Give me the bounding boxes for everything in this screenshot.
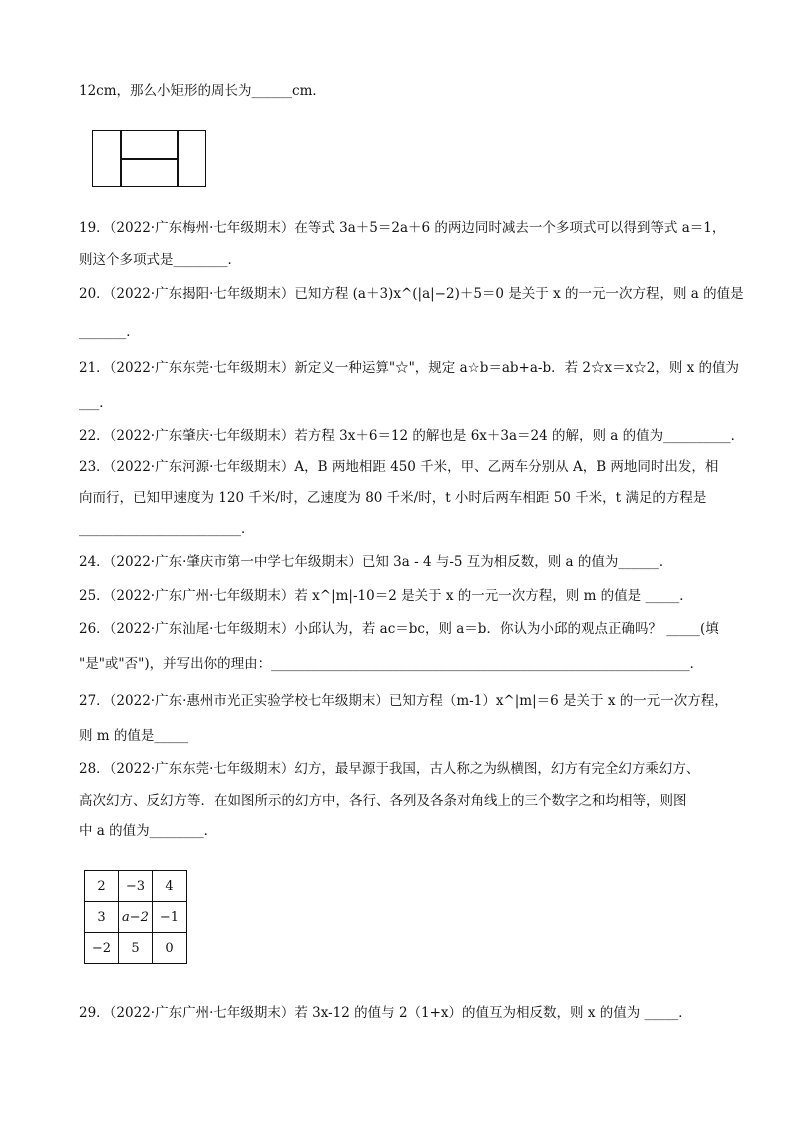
magic-square-table: [84, 870, 187, 964]
rectangle-figure: [92, 130, 206, 187]
magic-cell: 3: [85, 902, 119, 933]
q28-line1: 28．（2022·广东东莞·七年级期末）幻方，最早源于我国，古人称之为纵横图，幻方有完全幻方乘幻方、: [79, 761, 700, 777]
magic-cell: −1: [153, 902, 187, 933]
q18-tail: 12cm，那么小矩形的周长为______cm．: [79, 83, 326, 99]
q25: 25．（2022·广东广州·七年级期末）若 x^|m|-10＝2 是关于 x 的一元一次方程，则 m 的值是 _____．: [79, 588, 693, 604]
magic-cell: −2: [85, 933, 119, 964]
q26-line1: 26．（2022·广东汕尾·七年级期末）小邱认为，若 ac＝bc，则 a＝b．你认为小邱的观点正确吗？ _____(填: [79, 621, 719, 637]
q28-line2: 高次幻方、反幻方等．在如图所示的幻方中，各行、各列及各条对角线上的三个数字之和均相等，则图: [79, 793, 687, 809]
q29: 29．（2022·广东广州·七年级期末）若 3x-12 的值与 2（1+x）的值互为相反数，则 x 的值为 _____．: [79, 1005, 692, 1021]
q21-line2: ___．: [79, 395, 113, 411]
magic-cell: a−2: [119, 902, 153, 933]
q26-line2: "是"或"否")，并写出你的理由：______________________________________________________________．: [79, 656, 704, 672]
q23-line2: 向而行，已知甲速度为 120 千米/时，乙速度为 80 千米/时，t 小时后两车相距 50 千米，t 满足的方程是: [79, 490, 707, 506]
q27-line2: 则 m 的值是_____: [79, 728, 189, 744]
q20-line2: _______．: [79, 324, 140, 340]
q28-line3: 中 a 的值为________．: [79, 823, 218, 839]
q27-line1: 27．（2022·广东·惠州市光正实验学校七年级期末）已知方程（m-1）x^|m|＝6 是关于 x 的一元一次方程，: [79, 693, 728, 709]
q20-line1: 20．（2022·广东揭阳·七年级期末）已知方程 (a＋3)x^(|a|−2)＋5＝0 是关于 x 的一元一次方程，则 a 的值是: [79, 286, 744, 302]
magic-cell: 4: [153, 871, 187, 902]
q23-line3: ________________________．: [79, 521, 255, 537]
q24: 24．（2022·广东·肇庆市第一中学七年级期末）已知 3a - 4 与-5 互为相反数，则 a 的值为______．: [79, 554, 673, 570]
magic-cell: 0: [153, 933, 187, 964]
magic-cell: 2: [85, 871, 119, 902]
magic-cell: 5: [119, 933, 153, 964]
q23-line1: 23．（2022·广东河源·七年级期末）A，B 两地相距 450 千米，甲、乙两车分别从 A，B 两地同时出发，相: [79, 459, 719, 475]
q19-line1: 19．（2022·广东梅州·七年级期末）在等式 3a＋5＝2a＋6 的两边同时减去一个多项式可以得到等式 a＝1，: [79, 220, 726, 236]
q22: 22．（2022·广东肇庆·七年级期末）若方程 3x＋6＝12 的解也是 6x＋3a＝24 的解，则 a 的值为__________．: [79, 428, 745, 444]
magic-cell: −3: [119, 871, 153, 902]
q21-line1: 21．（2022·广东东莞·七年级期末）新定义一种运算"☆"，规定 a☆b＝ab+a-b．若 2☆x＝x☆2，则 x 的值为: [79, 360, 740, 376]
q19-line2: 则这个多项式是________．: [79, 252, 241, 268]
